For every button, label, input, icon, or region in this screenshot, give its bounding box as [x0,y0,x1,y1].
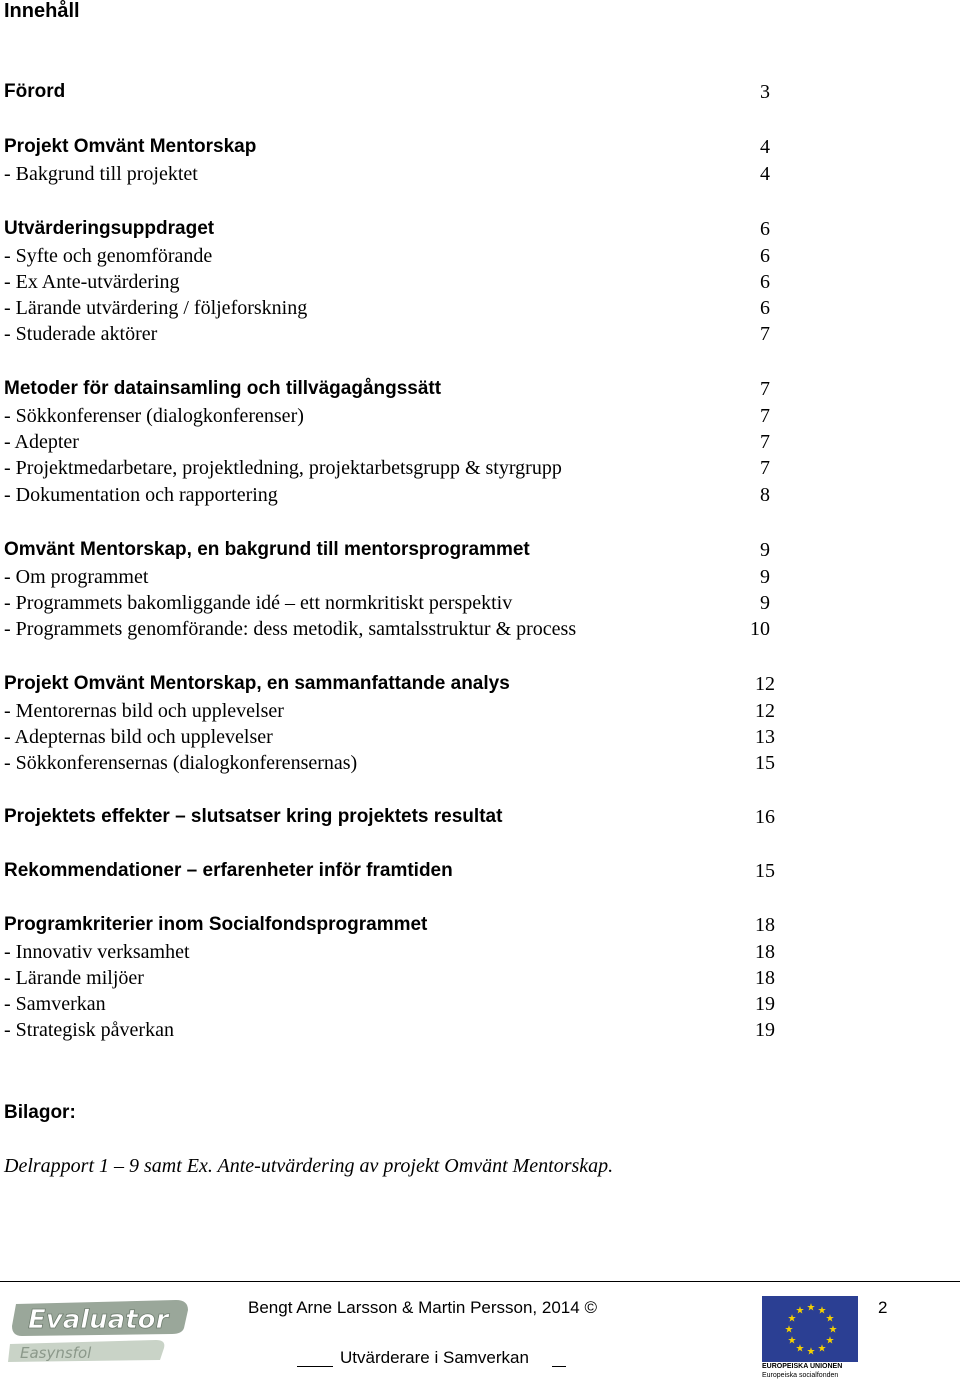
toc-entry-label: Projekt Omvänt Mentorskap, en sammanfattande analys [4,673,510,694]
toc-entry-page: 9 [760,539,770,561]
eu-star-icon: ★ [787,1313,797,1325]
toc-entry-page: 18 [755,941,775,963]
toc-entry-label: - Studerade aktörer [4,323,158,345]
footer-authors [248,1298,597,1318]
toc-entry-page: 15 [755,860,775,882]
toc-entry-label: Rekommendationer – erfarenheter inför framtiden [4,860,453,881]
toc-entry-label: - Programmets bakomliggande idé – ett normkritiskt perspektiv [4,592,513,614]
eu-star-icon: ★ [795,1343,805,1355]
toc-entry-label: - Strategisk påverkan [4,1019,174,1041]
toc-entry-page: 6 [760,245,770,267]
attachments-text: Delrapport 1 – 9 samt Ex. Ante-utvärdering av projekt Omvänt Mentorskap. [4,1155,614,1177]
toc-entry-page: 7 [760,431,770,453]
toc-entry-label: - Samverkan [4,993,106,1015]
footer-divider [0,1281,960,1282]
toc-entry-page: 10 [750,618,770,640]
toc-entry-page: 6 [760,297,770,319]
logo-subtext: Easynsfol [20,1344,92,1362]
authors-text: Bengt Arne Larsson & Martin Persson, 2014 [248,1298,580,1317]
toc-entry-page: 18 [755,967,775,989]
toc-entry-label: - Lärande utvärdering / följeforskning [4,297,308,319]
toc-entry-label: - Sökkonferensernas (dialogkonferensernas) [4,752,358,774]
toc-entry-page: 6 [760,271,770,293]
eu-star-icon: ★ [828,1324,838,1336]
toc-entry-label: - Syfte och genomförande [4,245,213,267]
eu-star-icon: ★ [825,1335,835,1347]
toc-entry-page: 3 [760,81,770,103]
page-number: 2 [878,1298,888,1317]
eu-star-icon: ★ [817,1305,827,1317]
toc-entry-label: - Adepter [4,431,79,453]
toc-entry-label: - Om programmet [4,566,149,588]
eu-star-icon: ★ [795,1305,805,1317]
toc-entry-label: - Ex Ante-utvärdering [4,271,180,293]
toc-entry-page: 13 [755,726,775,748]
toc-entry-page: 9 [760,566,770,588]
toc-entry-label: Utvärderingsuppdraget [4,218,215,239]
toc-entry-page: 16 [755,806,775,828]
toc-entry-page: 7 [760,405,770,427]
toc-entry-page: 9 [760,592,770,614]
toc-entry-label: - Programmets genomförande: dess metodik, samtalsstruktur & process [4,618,577,640]
toc-entry-page: 18 [755,914,775,936]
toc-entry-page: 12 [755,700,775,722]
toc-entry-page: 6 [760,218,770,240]
eu-line1: EUROPEISKA UNIONEN [762,1363,843,1370]
eu-line2: Europeiska socialfonden [762,1372,839,1379]
toc-entry-label: Projekt Omvänt Mentorskap [4,136,257,157]
tagline-dash-left [297,1366,333,1367]
toc-entry-page: 4 [760,136,770,158]
page-title: Innehåll [4,0,80,22]
eu-star-icon: ★ [825,1313,835,1325]
footer-tagline: Utvärderare i Samverkan [340,1348,529,1367]
toc-entry-label: - Mentorernas bild och upplevelser [4,700,284,722]
toc-entry-page: 7 [760,457,770,479]
toc-entry-label: - Bakgrund till projektet [4,163,198,185]
tagline-dash-right [552,1366,566,1367]
logo-text: Evaluator [28,1305,169,1335]
toc-entry-label: Projektets effekter – slutsatser kring projektets resultat [4,806,503,827]
toc-entry-label: Programkriterier inom Socialfondsprogrammet [4,914,428,935]
toc-entry-label: Metoder för datainsamling och tillvägagångssätt [4,378,442,399]
toc-entry-label: Omvänt Mentorskap, en bakgrund till mentorsprogrammet [4,539,530,560]
attachments-heading: Bilagor: [4,1102,76,1123]
toc-entry-label: - Dokumentation och rapportering [4,484,278,506]
toc-entry-label: - Innovativ verksamhet [4,941,190,963]
eu-logo [762,1296,858,1382]
toc-entry-page: 8 [760,484,770,506]
toc-entry-label: - Adepternas bild och upplevelser [4,726,273,748]
eu-star-icon: ★ [806,1346,816,1358]
eu-star-icon: ★ [787,1335,797,1347]
toc-entry-page: 15 [755,752,775,774]
evaluator-logo [6,1294,196,1366]
toc-entry-label: - Lärande miljöer [4,967,144,989]
copyright-symbol: © [584,1298,597,1317]
toc-entry-page: 19 [755,1019,775,1041]
toc-entry-page: 4 [760,163,770,185]
toc-entry-label: - Sökkonferenser (dialogkonferenser) [4,405,304,427]
eu-star-icon: ★ [817,1343,827,1355]
eu-star-icon: ★ [806,1302,816,1314]
toc-entry-page: 7 [760,323,770,345]
toc-entry-page: 7 [760,378,770,400]
toc-entry-label: Förord [4,81,66,102]
eu-star-icon: ★ [784,1324,794,1336]
toc-entry-label: - Projektmedarbetare, projektledning, projektarbetsgrupp & styrgrupp [4,457,562,479]
toc-entry-page: 19 [755,993,775,1015]
toc-entry-page: 12 [755,673,775,695]
